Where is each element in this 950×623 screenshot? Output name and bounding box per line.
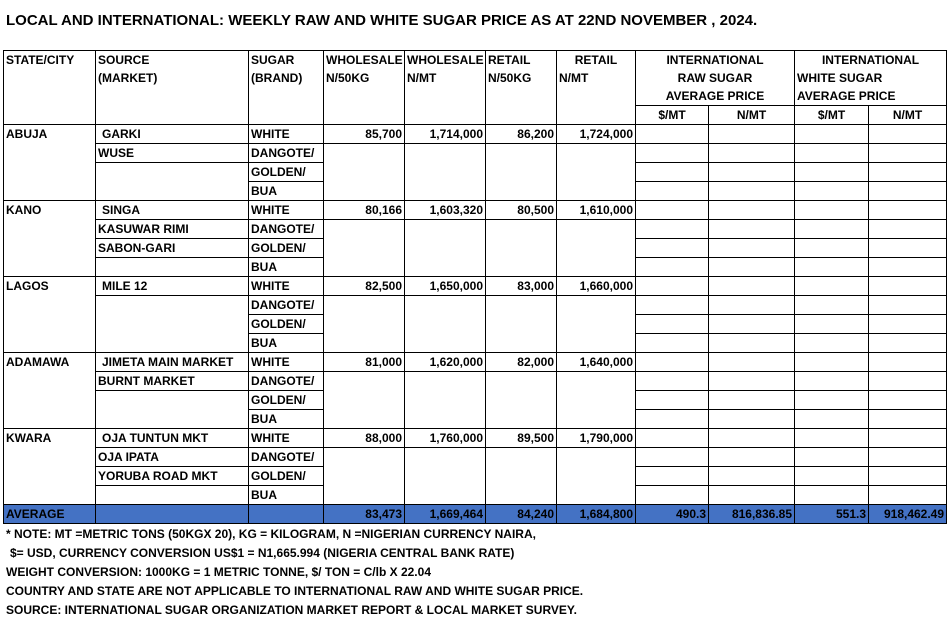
market-name: YORUBA ROAD MKT [96, 467, 249, 486]
table-row [4, 144, 947, 163]
table-row [4, 239, 947, 258]
sugar-brand: BUA [249, 182, 324, 201]
sugar-brand: BUA [249, 334, 324, 353]
note-line: COUNTRY AND STATE ARE NOT APPLICABLE TO INTERNATIONAL RAW AND WHITE SUGAR PRICE. [6, 584, 584, 598]
header-state: STATE/CITY [4, 51, 96, 70]
sugar-brand: WHITE [249, 353, 324, 372]
market-name: OJA TUNTUN MKT [96, 429, 249, 448]
table-row [4, 353, 947, 372]
market-name: SINGA [96, 201, 249, 220]
avg-raw-usd: 490.3 [636, 505, 709, 524]
table-row [4, 125, 947, 144]
market-name: BURNT MARKET [96, 372, 249, 391]
header-wholesale-50kg: WHOLESALE [324, 51, 405, 70]
note-line: SOURCE: INTERNATIONAL SUGAR ORGANIZATION MARKET REPORT & LOCAL MARKET SURVEY. [6, 603, 577, 617]
wholesale-mt: 1,650,000 [405, 277, 486, 296]
header-nmt: N/MT [405, 69, 486, 87]
avg-retail-mt: 1,684,800 [557, 505, 636, 524]
wholesale-50kg: 88,000 [324, 429, 405, 448]
header-n50kg: N/50KG [324, 69, 405, 87]
sugar-brand: BUA [249, 258, 324, 277]
retail-mt: 1,790,000 [557, 429, 636, 448]
wholesale-mt: 1,714,000 [405, 125, 486, 144]
state-name: ADAMAWA [4, 353, 96, 372]
wholesale-50kg: 85,700 [324, 125, 405, 144]
market-name: KASUWAR RIMI [96, 220, 249, 239]
retail-50kg: 86,200 [486, 125, 557, 144]
market-name: JIMETA MAIN MARKET [96, 353, 249, 372]
notes-section [6, 525, 946, 620]
header-raw-sugar: RAW SUGAR [636, 69, 795, 87]
table-row [4, 201, 947, 220]
header-market: (MARKET) [96, 69, 249, 87]
header-sugar: SUGAR [249, 51, 324, 70]
sugar-brand: WHITE [249, 125, 324, 144]
avg-white-usd: 551.3 [795, 505, 869, 524]
table-row [4, 410, 947, 429]
table-row [4, 258, 947, 277]
header-raw-usd: $/MT [636, 106, 709, 125]
retail-50kg: 80,500 [486, 201, 557, 220]
table-row [4, 429, 947, 448]
state-name: KANO [4, 201, 96, 220]
sugar-brand: DANGOTE/ [249, 220, 324, 239]
retail-50kg: 89,500 [486, 429, 557, 448]
table-row [4, 486, 947, 505]
header-wholesale-mt: WHOLESALE [405, 51, 486, 70]
table-row [4, 467, 947, 486]
table-row [4, 182, 947, 201]
retail-mt: 1,660,000 [557, 277, 636, 296]
avg-wholesale-mt: 1,669,464 [405, 505, 486, 524]
market-name: MILE 12 [96, 277, 249, 296]
wholesale-mt: 1,603,320 [405, 201, 486, 220]
table-row [4, 277, 947, 296]
table-row [4, 334, 947, 353]
header-row-2 [4, 69, 947, 87]
table-row [4, 220, 947, 239]
sugar-brand: WHITE [249, 201, 324, 220]
wholesale-50kg: 81,000 [324, 353, 405, 372]
wholesale-50kg: 82,500 [324, 277, 405, 296]
market-name: OJA IPATA [96, 448, 249, 467]
state-name: LAGOS [4, 277, 96, 296]
header-intl-white: INTERNATIONAL [795, 51, 947, 70]
header-retail-nmt: N/MT [557, 69, 636, 87]
header-brand: (BRAND) [249, 69, 324, 87]
header-retail-n50kg: N/50KG [486, 69, 557, 87]
page-title: LOCAL AND INTERNATIONAL: WEEKLY RAW AND WHITE SUGAR PRICE AS AT 22ND NOVEMBER , 2024. [6, 12, 758, 29]
header-row-4 [4, 106, 947, 125]
header-row-3 [4, 87, 947, 106]
sugar-brand: GOLDEN/ [249, 163, 324, 182]
market-name: GARKI [96, 125, 249, 144]
sugar-brand: WHITE [249, 429, 324, 448]
retail-mt: 1,610,000 [557, 201, 636, 220]
note-line: WEIGHT CONVERSION: 1000KG = 1 METRIC TONNE, $/ TON = C/lb X 22.04 [6, 565, 431, 579]
retail-50kg: 82,000 [486, 353, 557, 372]
sugar-brand: DANGOTE/ [249, 144, 324, 163]
average-row [4, 505, 947, 524]
avg-raw-n: 816,836.85 [709, 505, 795, 524]
table-row [4, 391, 947, 410]
state-name: KWARA [4, 429, 96, 448]
sugar-brand: GOLDEN/ [249, 239, 324, 258]
sugar-brand: GOLDEN/ [249, 391, 324, 410]
market-name: SABON-GARI [96, 239, 249, 258]
header-intl-raw: INTERNATIONAL [636, 51, 795, 70]
market-name: WUSE [96, 144, 249, 163]
sugar-brand: BUA [249, 486, 324, 505]
header-row-1 [4, 51, 947, 70]
wholesale-mt: 1,760,000 [405, 429, 486, 448]
header-white-avg-price: AVERAGE PRICE [795, 87, 947, 106]
sugar-brand: BUA [249, 410, 324, 429]
wholesale-mt: 1,620,000 [405, 353, 486, 372]
header-raw-n: N/MT [709, 106, 795, 125]
table-row [4, 372, 947, 391]
average-label: AVERAGE [4, 505, 96, 524]
avg-wholesale-50kg: 83,473 [324, 505, 405, 524]
header-white-n: N/MT [869, 106, 947, 125]
table-row [4, 163, 947, 182]
retail-50kg: 83,000 [486, 277, 557, 296]
header-white-usd: $/MT [795, 106, 869, 125]
note-line: * NOTE: MT =METRIC TONS (50KGX 20), KG = KILOGRAM, N =NIGERIAN CURRENCY NAIRA, [6, 527, 536, 541]
note-line: $= USD, CURRENCY CONVERSION US$1 = N1,665.994 (NIGERIA CENTRAL BANK RATE) [10, 546, 515, 560]
sugar-price-table [3, 50, 947, 524]
header-retail-50kg: RETAIL [486, 51, 557, 70]
retail-mt: 1,724,000 [557, 125, 636, 144]
header-source: SOURCE [96, 51, 249, 70]
avg-retail-50kg: 84,240 [486, 505, 557, 524]
header-raw-avg-price: AVERAGE PRICE [636, 87, 795, 106]
header-white-sugar: WHITE SUGAR [795, 69, 947, 87]
retail-mt: 1,640,000 [557, 353, 636, 372]
sugar-brand: GOLDEN/ [249, 315, 324, 334]
table-row [4, 448, 947, 467]
table-row [4, 315, 947, 334]
sugar-brand: DANGOTE/ [249, 372, 324, 391]
sugar-brand: WHITE [249, 277, 324, 296]
wholesale-50kg: 80,166 [324, 201, 405, 220]
sugar-brand: DANGOTE/ [249, 296, 324, 315]
sugar-brand: DANGOTE/ [249, 448, 324, 467]
avg-white-n: 918,462.49 [869, 505, 947, 524]
table-row [4, 296, 947, 315]
state-name: ABUJA [4, 125, 96, 144]
header-retail-mt: RETAIL [557, 51, 636, 70]
sugar-brand: GOLDEN/ [249, 467, 324, 486]
